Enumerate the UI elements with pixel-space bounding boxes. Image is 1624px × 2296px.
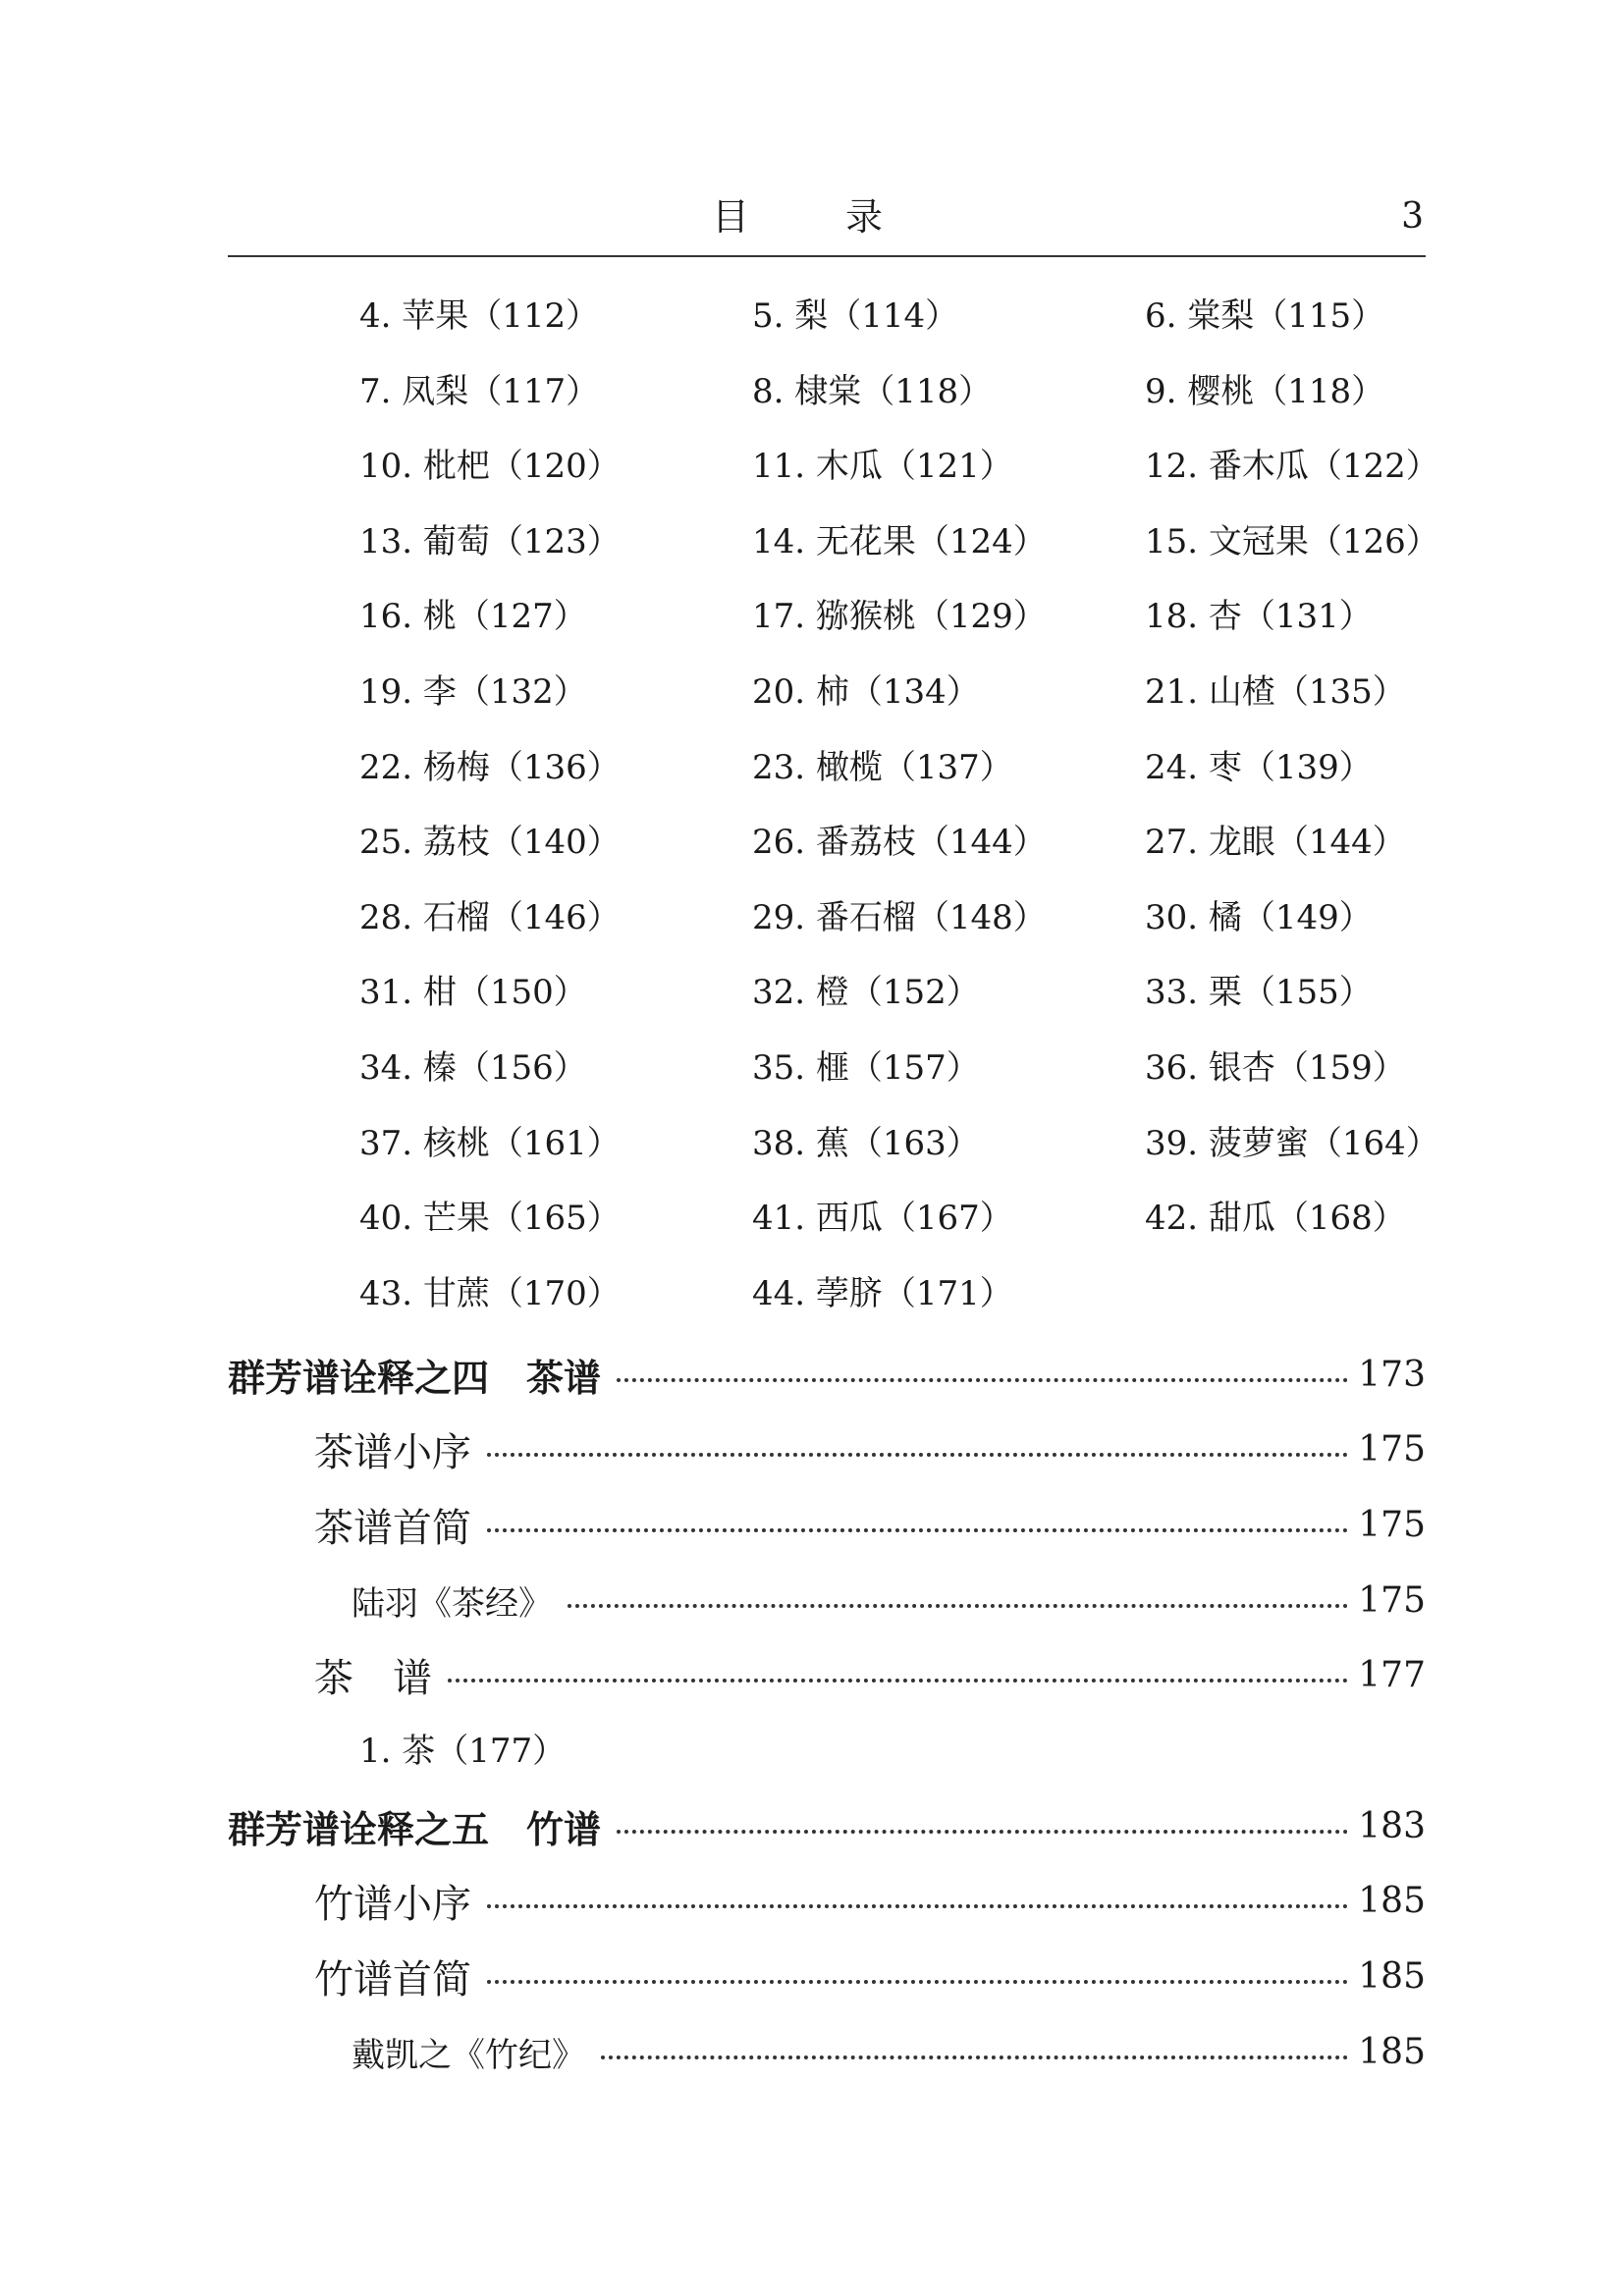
toc-entry-title: 戴凯之《竹纪》 bbox=[352, 2035, 585, 2075]
toc-item-fruit[interactable]: 10. 枇杷（120） bbox=[359, 447, 621, 487]
toc-entry-title: 茶谱小序 bbox=[314, 1429, 471, 1475]
dot-leader bbox=[487, 1453, 1348, 1457]
toc-item-fruit[interactable]: 39. 菠萝蜜（164） bbox=[1145, 1123, 1439, 1163]
toc-item-fruit[interactable]: 13. 葡萄（123） bbox=[359, 521, 621, 561]
toc-item-fruit[interactable]: 43. 甘蔗（170） bbox=[359, 1273, 621, 1313]
toc-item-fruit[interactable]: 32. 橙（152） bbox=[752, 973, 980, 1013]
dot-leader bbox=[487, 1980, 1348, 1984]
page-title: 目 录 bbox=[711, 195, 912, 239]
toc-item-tea[interactable]: 1. 茶（177） bbox=[359, 1732, 567, 1771]
toc-item-fruit[interactable]: 12. 番木瓜（122） bbox=[1145, 447, 1439, 487]
toc-entry-tea-classic[interactable] bbox=[352, 1575, 1426, 1626]
toc-item-fruit[interactable]: 19. 李（132） bbox=[359, 671, 587, 712]
dot-leader bbox=[617, 1378, 1348, 1382]
toc-item-fruit[interactable]: 26. 番荔枝（144） bbox=[752, 823, 1047, 863]
toc-item-fruit[interactable]: 21. 山楂（135） bbox=[1145, 671, 1406, 712]
toc-item-fruit[interactable]: 29. 番石榴（148） bbox=[752, 897, 1047, 937]
toc-entry-title: 竹谱小序 bbox=[314, 1881, 471, 1927]
toc-item-fruit[interactable]: 11. 木瓜（121） bbox=[752, 447, 1013, 487]
toc-item-fruit[interactable]: 36. 银杏（159） bbox=[1145, 1047, 1406, 1088]
toc-entry-page: 185 bbox=[1358, 1955, 1426, 1997]
toc-item-fruit[interactable]: 23. 橄榄（137） bbox=[752, 747, 1013, 787]
toc-item-fruit[interactable]: 6. 棠梨（115） bbox=[1145, 296, 1385, 336]
toc-item-fruit[interactable]: 18. 杏（131） bbox=[1145, 597, 1373, 637]
fruit-item-grid bbox=[359, 293, 1439, 1345]
dot-leader bbox=[568, 1604, 1348, 1608]
toc-item-fruit[interactable]: 42. 甜瓜（168） bbox=[1145, 1199, 1406, 1239]
toc-entry-page: 175 bbox=[1358, 1579, 1426, 1621]
toc-entry-bamboo-first[interactable] bbox=[314, 1950, 1426, 2002]
toc-entry-page: 183 bbox=[1358, 1805, 1426, 1846]
toc-item-fruit[interactable]: 22. 杨梅（136） bbox=[359, 747, 621, 787]
toc-entry-tea-preface[interactable] bbox=[314, 1423, 1426, 1474]
toc-item-fruit[interactable]: 8. 棣棠（118） bbox=[752, 371, 993, 411]
toc-item-fruit[interactable]: 15. 文冠果（126） bbox=[1145, 521, 1439, 561]
toc-entry-page: 185 bbox=[1358, 1880, 1426, 1921]
toc-item-fruit[interactable]: 16. 桃（127） bbox=[359, 597, 587, 637]
toc-entry-title: 陆羽《茶经》 bbox=[352, 1583, 552, 1624]
toc-item-fruit[interactable]: 14. 无花果（124） bbox=[752, 521, 1047, 561]
toc-item-fruit[interactable]: 31. 柑（150） bbox=[359, 973, 587, 1013]
toc-item-fruit[interactable]: 30. 橘（149） bbox=[1145, 897, 1373, 937]
dot-leader bbox=[487, 1528, 1348, 1532]
toc-entry-page: 175 bbox=[1358, 1504, 1426, 1545]
toc-item-fruit[interactable]: 5. 梨（114） bbox=[752, 296, 959, 336]
toc-entry-page: 177 bbox=[1358, 1654, 1426, 1695]
toc-item-fruit[interactable]: 44. 荸脐（171） bbox=[752, 1273, 1013, 1313]
toc-entry-title: 群芳谱诠释之四 茶谱 bbox=[228, 1355, 602, 1400]
toc-item-fruit[interactable]: 20. 柿（134） bbox=[752, 671, 980, 712]
dot-leader bbox=[617, 1830, 1348, 1834]
toc-entry-page: 175 bbox=[1358, 1428, 1426, 1469]
toc-entry-title: 群芳谱诠释之五 竹谱 bbox=[228, 1806, 602, 1851]
toc-item-fruit[interactable]: 27. 龙眼（144） bbox=[1145, 823, 1406, 863]
dot-leader bbox=[487, 1904, 1348, 1908]
toc-entry-bamboo-section[interactable] bbox=[228, 1800, 1426, 1851]
toc-item-fruit[interactable]: 7. 凤梨（117） bbox=[359, 371, 600, 411]
toc-item-fruit[interactable]: 17. 猕猴桃（129） bbox=[752, 597, 1047, 637]
toc-item-fruit[interactable]: 24. 枣（139） bbox=[1145, 747, 1373, 787]
toc-entry-title: 竹谱首简 bbox=[314, 1956, 471, 2002]
toc-item-fruit[interactable]: 41. 西瓜（167） bbox=[752, 1199, 1013, 1239]
dot-leader bbox=[448, 1679, 1348, 1682]
toc-item-fruit[interactable]: 28. 石榴（146） bbox=[359, 897, 621, 937]
header-divider bbox=[228, 255, 1426, 257]
toc-entry-bamboo-preface[interactable] bbox=[314, 1875, 1426, 1926]
page-number: 3 bbox=[1401, 196, 1424, 237]
toc-entry-page: 185 bbox=[1358, 2031, 1426, 2072]
toc-entry-tea-main[interactable] bbox=[314, 1649, 1426, 1700]
toc-entry-bamboo-classic[interactable] bbox=[352, 2026, 1426, 2077]
toc-item-fruit[interactable]: 25. 荔枝（140） bbox=[359, 823, 621, 863]
toc-item-fruit[interactable]: 40. 芒果（165） bbox=[359, 1199, 621, 1239]
toc-item-fruit[interactable]: 9. 樱桃（118） bbox=[1145, 371, 1385, 411]
dot-leader bbox=[601, 2056, 1348, 2059]
toc-entry-page: 173 bbox=[1358, 1354, 1426, 1395]
toc-entry-tea-section[interactable] bbox=[228, 1349, 1426, 1400]
toc-entry-tea-first[interactable] bbox=[314, 1499, 1426, 1550]
toc-item-fruit[interactable]: 34. 榛（156） bbox=[359, 1047, 587, 1088]
toc-item-fruit[interactable]: 38. 蕉（163） bbox=[752, 1123, 980, 1163]
toc-item-fruit[interactable]: 35. 榧（157） bbox=[752, 1047, 980, 1088]
toc-item-fruit[interactable]: 33. 栗（155） bbox=[1145, 973, 1373, 1013]
toc-entry-title: 茶 谱 bbox=[314, 1655, 432, 1701]
toc-item-fruit[interactable]: 37. 核桃（161） bbox=[359, 1123, 621, 1163]
toc-item-fruit[interactable]: 4. 苹果（112） bbox=[359, 296, 600, 336]
toc-entry-title: 茶谱首简 bbox=[314, 1505, 471, 1551]
